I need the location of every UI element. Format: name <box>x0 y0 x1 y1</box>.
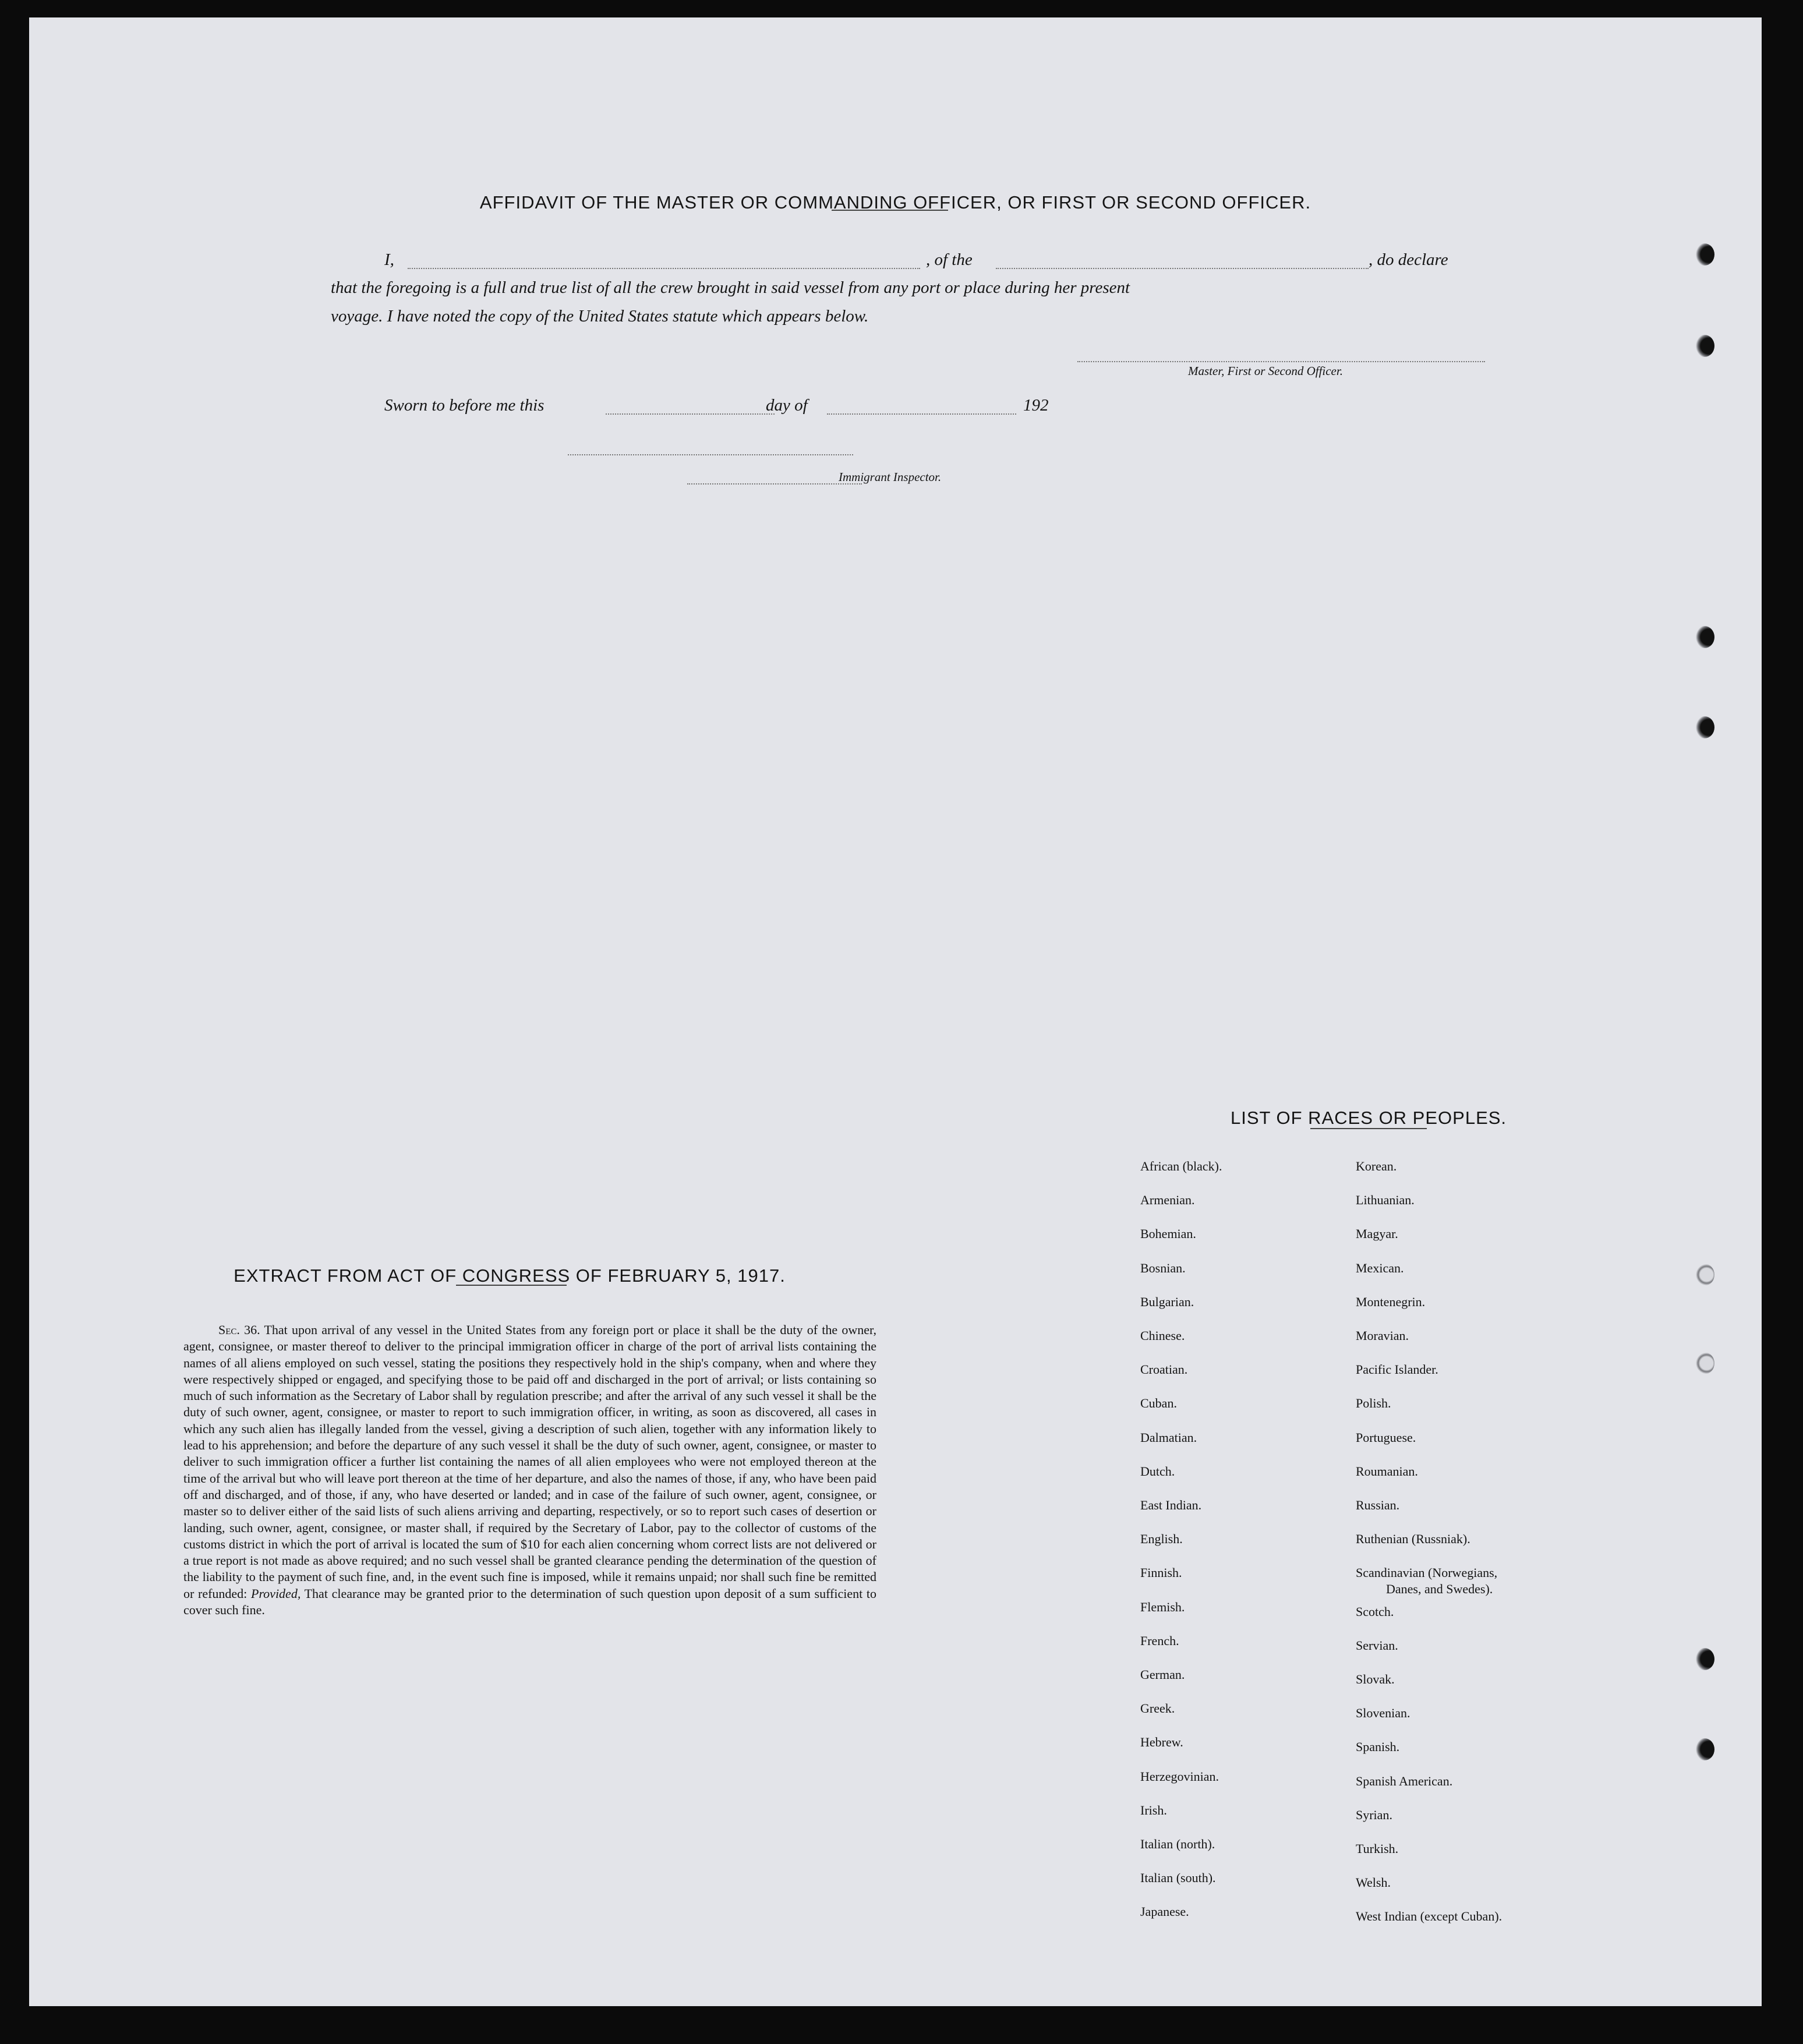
race-item: Armenian. <box>1140 1193 1195 1208</box>
extract-text-part2: That clearance may be granted prior to the determination of such question upon deposit of a sum sufficient to cover such fine. <box>183 1586 877 1618</box>
race-item: German. <box>1140 1667 1185 1682</box>
section-label: Sec. 36. <box>218 1322 260 1337</box>
day-of-label: day of <box>766 396 808 415</box>
punch-hole <box>1695 243 1714 266</box>
races-title: LIST OF RACES OR PEOPLES. <box>1230 1108 1507 1128</box>
race-item: Portuguese. <box>1356 1430 1416 1445</box>
race-item: French. <box>1140 1633 1179 1648</box>
of-the-label: , of the <box>926 250 973 269</box>
race-item: East Indian. <box>1140 1498 1202 1512</box>
race-item: Spanish. <box>1356 1739 1400 1755</box>
punch-hole <box>1695 626 1714 648</box>
race-item: Welsh. <box>1356 1875 1391 1890</box>
race-item-continuation: Danes, and Swedes). <box>1386 1582 1493 1597</box>
punch-hole <box>1695 1264 1714 1286</box>
sworn-month-field[interactable] <box>827 413 1016 415</box>
extract-body <box>183 1322 876 1618</box>
race-item: Bosnian. <box>1140 1260 1186 1275</box>
race-item: Slovenian. <box>1356 1706 1410 1721</box>
race-item: Scandinavian (Norwegians, <box>1356 1565 1498 1580</box>
race-item: Italian (north). <box>1140 1837 1215 1851</box>
race-item: Dalmatian. <box>1140 1430 1197 1445</box>
punch-hole <box>1695 1648 1714 1670</box>
race-item: Turkish. <box>1356 1841 1399 1856</box>
race-item: Syrian. <box>1356 1807 1392 1822</box>
statement-line-1: that the foregoing is a full and true list of all the crew brought in said vessel from any port or place during her present <box>331 278 1130 297</box>
statement-line-2: voyage. I have noted the copy of the United States statute which appears below. <box>331 307 869 326</box>
name-field[interactable] <box>408 268 920 269</box>
race-item: Roumanian. <box>1356 1463 1418 1479</box>
inspector-label: Immigrant Inspector. <box>839 470 942 484</box>
race-item: Moravian. <box>1356 1328 1409 1343</box>
race-item: Japanese. <box>1140 1904 1189 1919</box>
master-signature-field[interactable] <box>1077 361 1485 362</box>
race-item: Pacific Islander. <box>1356 1362 1438 1377</box>
race-item: Korean. <box>1356 1159 1397 1173</box>
race-item: Spanish American. <box>1356 1773 1453 1788</box>
race-item: Dutch. <box>1140 1463 1175 1479</box>
race-item: Mexican. <box>1356 1260 1404 1275</box>
race-item: Slovak. <box>1356 1672 1395 1686</box>
extract-rule <box>456 1285 567 1286</box>
year-label: 192 <box>1023 396 1049 415</box>
race-item: Finnish. <box>1140 1565 1182 1580</box>
race-item: Bulgarian. <box>1140 1294 1194 1309</box>
inspector-name-field[interactable] <box>687 483 862 485</box>
race-item: Flemish. <box>1140 1599 1185 1614</box>
race-item: Herzegovinian. <box>1140 1769 1219 1784</box>
manifest-page <box>29 17 1762 2006</box>
race-item: Montenegrin. <box>1356 1294 1426 1309</box>
punch-hole <box>1695 1738 1714 1760</box>
race-item: English. <box>1140 1532 1183 1547</box>
races-rule <box>1310 1128 1427 1129</box>
affidavit-title: AFFIDAVIT OF THE MASTER OR COMMANDING OFFICER, OR FIRST OR SECOND OFFICER. <box>479 192 1311 213</box>
provided-label: Provided, <box>251 1586 301 1601</box>
race-item: Chinese. <box>1140 1328 1185 1343</box>
vessel-field[interactable] <box>996 268 1369 269</box>
master-label: Master, First or Second Officer. <box>1188 364 1343 378</box>
punch-hole <box>1695 1352 1714 1374</box>
race-item: Cuban. <box>1140 1396 1177 1411</box>
race-item: Polish. <box>1356 1396 1391 1411</box>
race-item: Magyar. <box>1356 1226 1398 1242</box>
race-item: Lithuanian. <box>1356 1193 1415 1208</box>
race-item: West Indian (except Cuban). <box>1356 1909 1502 1924</box>
race-item: Irish. <box>1140 1802 1167 1817</box>
race-item: Italian (south). <box>1140 1870 1216 1886</box>
extract-title: EXTRACT FROM ACT OF CONGRESS OF FEBRUARY 5, 1917. <box>234 1265 786 1286</box>
inspector-signature-field[interactable] <box>568 454 853 455</box>
i-label: I, <box>384 250 394 269</box>
sworn-day-field[interactable] <box>606 413 775 415</box>
race-item: Bohemian. <box>1140 1226 1196 1242</box>
race-item: Greek. <box>1140 1701 1175 1716</box>
extract-text-part1: That upon arrival of any vessel in the United States from any foreign port or place it shall be the duty of the owner, agent, consignee, or master thereof to deliver to the principal immigration officer in charge of the port of arrival lists containing the names of all aliens employed on such vessel, stating the positions they respectively hold in the ship's company, when and where they were respectively shipped or engaged, and specifying those to be paid off and discharged in the port of arrival; or lists containing so much of such information as the Secretary of Labor shall by regulation prescribe; and after the arrival of any such vessel it shall be the duty of such owner, agent, consignee, or master to report to such immigration officer, in writing, as soon as discovered, all cases in which any such alien has illegally landed from the vessel, giving a description of such alien, together with any information likely to lead to his apprehension; and before the departure of any such vessel it shall be the duty of such owner, agent, consignee, or master to deliver to such immigration officer a further list containing the names of all alien employees who were not employed thereon at the time of the arrival but who will leave port thereon at the time of her departure, and also the names of those, if any, who have been paid off and discharged, and of those, if any, who have deserted or landed; and in case of the failure of such owner, agent, consignee, or master so to deliver either of the said lists of such aliens arriving and departing, respectively, or so to report such cases of desertion or landing, such owner, agent, consignee, or master shall, if required by the Secretary of Labor, pay to the collector of customs of the customs district in which the port of arrival is located the sum of $10 for each alien concerning whom correct lists are not delivered or a true report is not made as above required; and no such vessel shall be granted clearance pending the determination of the question of the liability to the payment of such fine, and, in the event such fine is imposed, while it remains unpaid; nor shall such fine be remitted or refunded: <box>183 1322 876 1601</box>
race-item: Russian. <box>1356 1498 1400 1512</box>
race-item: Servian. <box>1356 1638 1398 1653</box>
title-rule <box>832 210 948 211</box>
race-item: Ruthenian (Russniak). <box>1356 1532 1470 1547</box>
punch-hole <box>1695 716 1714 738</box>
sworn-label: Sworn to before me this <box>384 396 545 415</box>
race-item: Croatian. <box>1140 1362 1188 1377</box>
punch-hole <box>1695 335 1714 357</box>
do-declare-label: , do declare <box>1369 250 1448 269</box>
race-item: Hebrew. <box>1140 1735 1183 1750</box>
race-item: Scotch. <box>1356 1604 1394 1619</box>
race-item: African (black). <box>1140 1159 1222 1173</box>
